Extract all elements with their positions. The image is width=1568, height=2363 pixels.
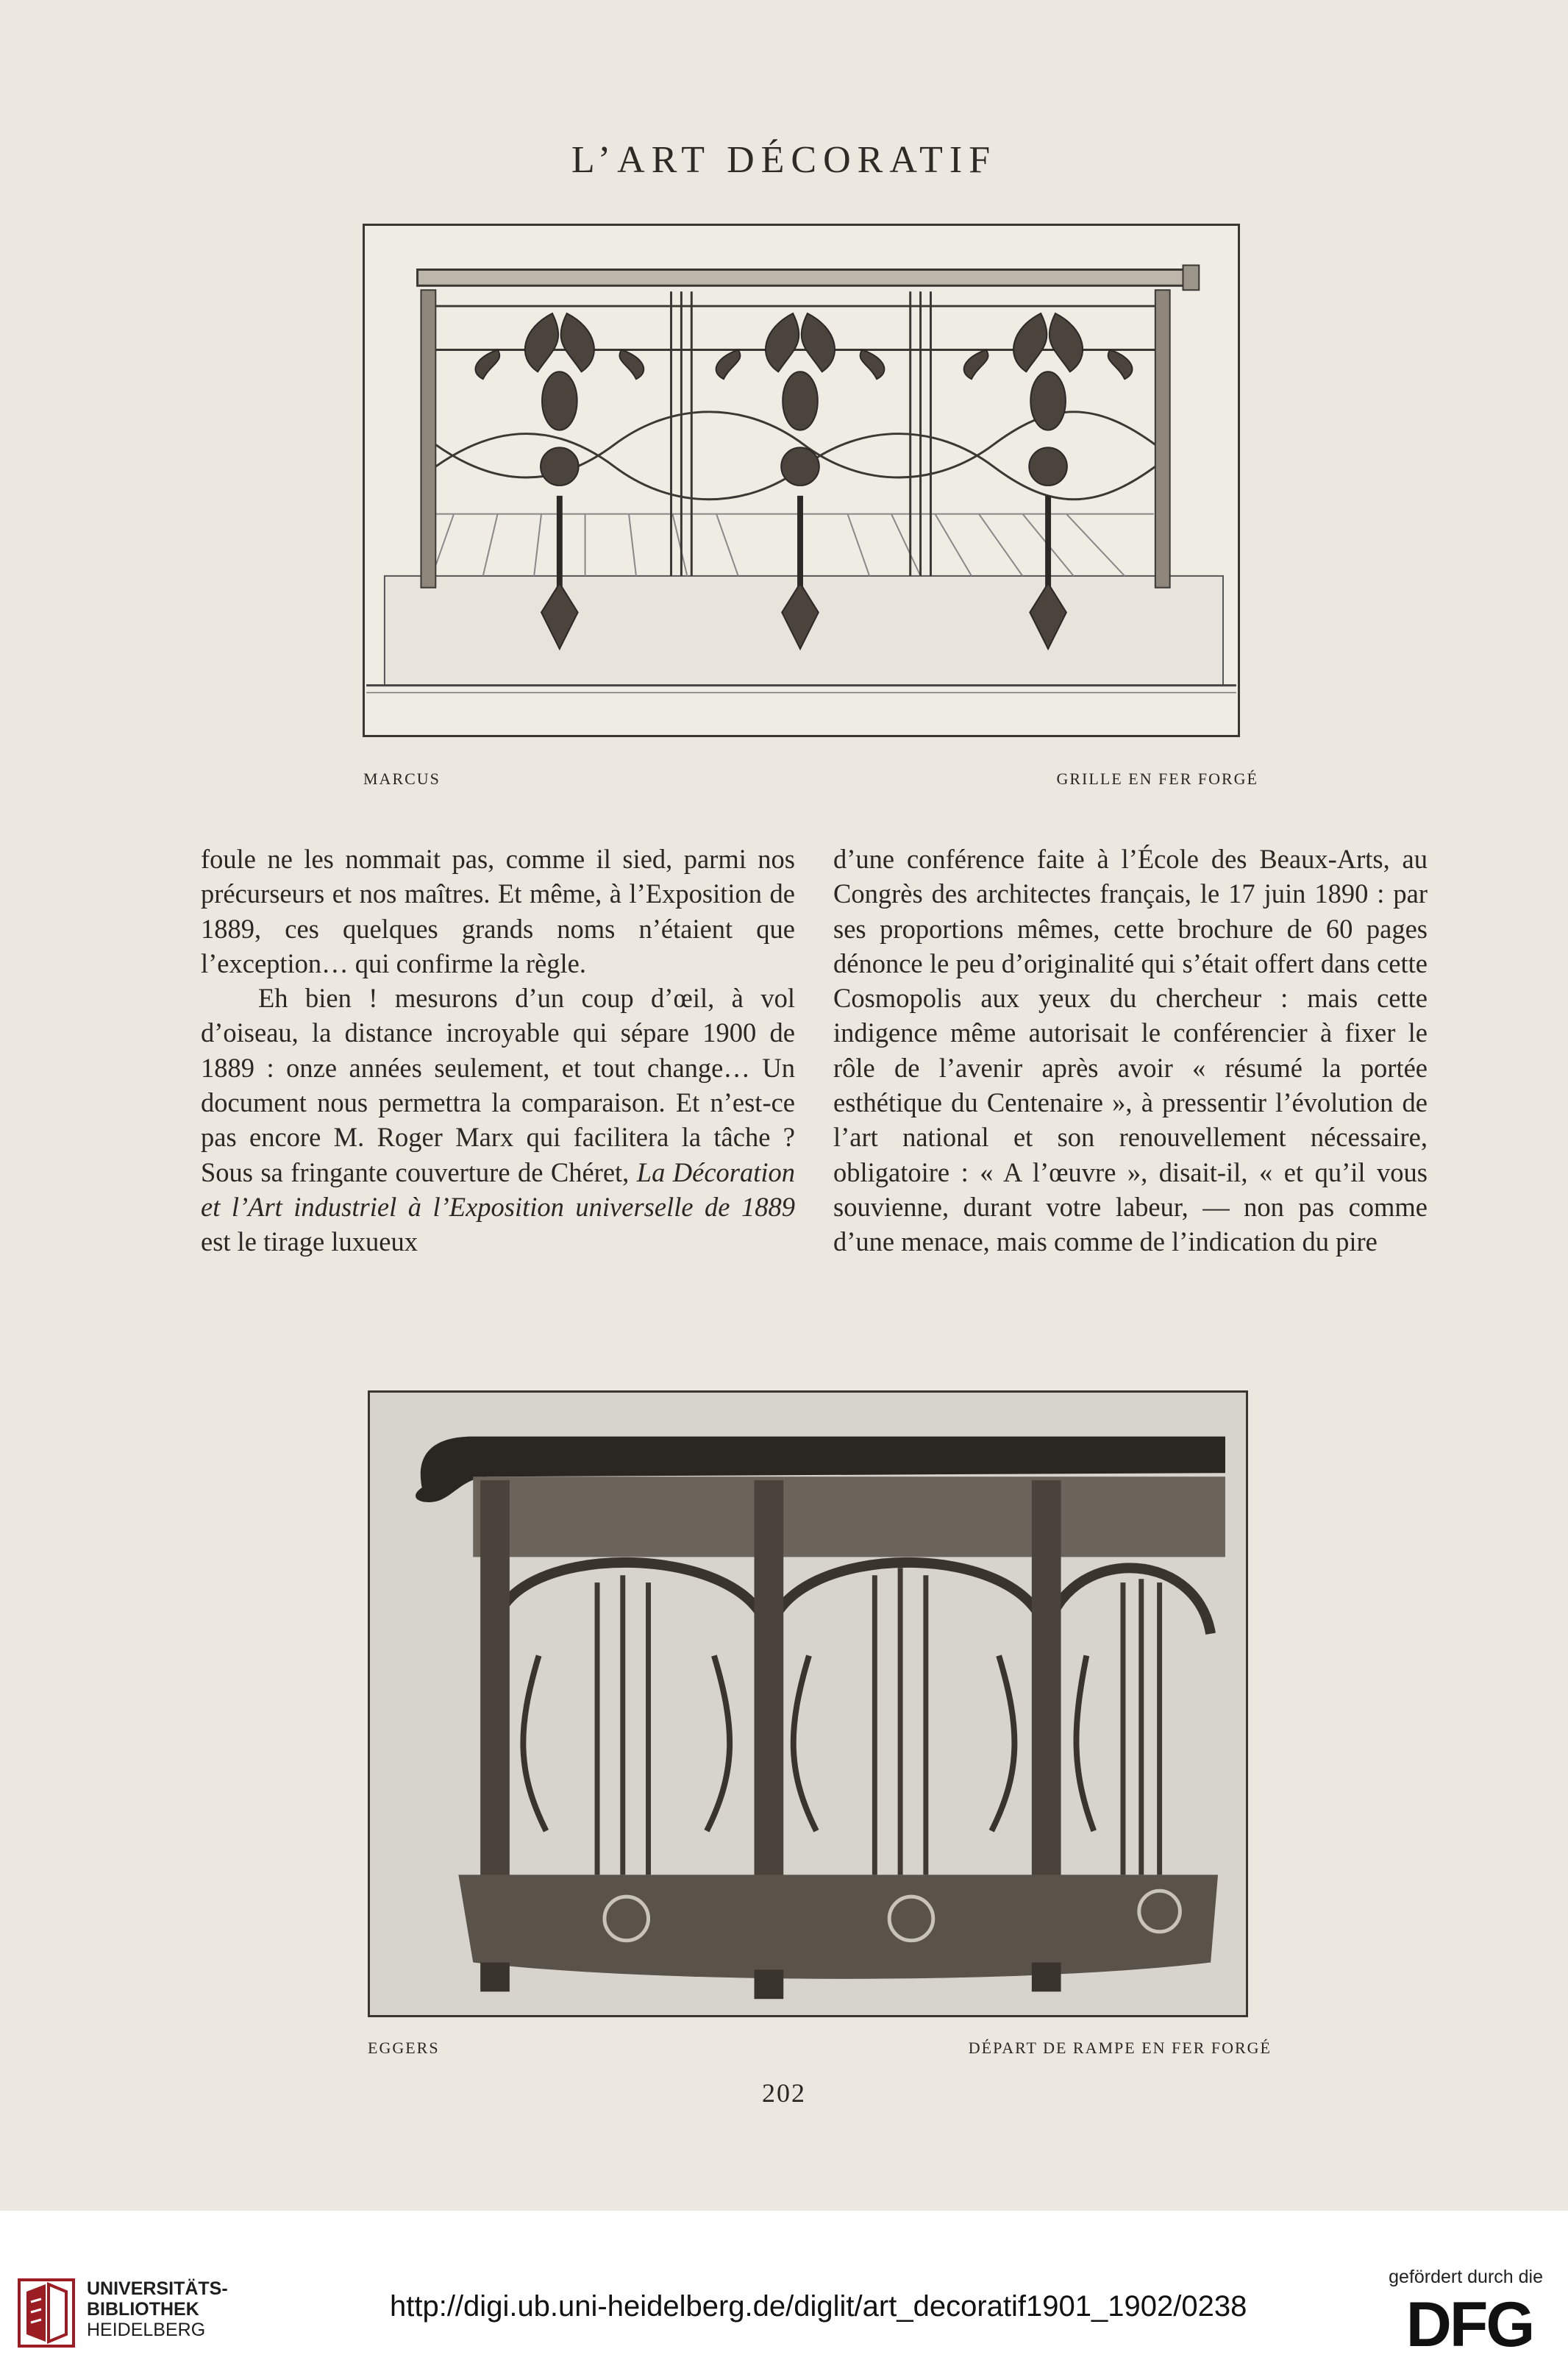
library-name-line2: BIBLIOTHEK bbox=[87, 2299, 199, 2320]
book-title: La Décoration et l’Art industriel à l’Exposition universelle de 1889 bbox=[201, 1156, 796, 1222]
library-name-line1: UNIVERSITÄTS- bbox=[87, 2278, 228, 2299]
railing-illustration bbox=[363, 224, 1240, 737]
left-paragraph-1: foule ne les nommait pas, comme il sied, parmi nos précurseurs et nos maîtres. Et même, à l’Exposition de 1889, ces quelques grands noms n’étaient que l’exception… qui confirme la règle. bbox=[201, 844, 795, 978]
railing-drawing bbox=[365, 226, 1238, 735]
figure1-caption: GRILLE EN FER FORGÉ bbox=[1056, 770, 1258, 788]
right-paragraph-1: d’une conférence faite à l’École des Beaux-Arts, au Congrès des architectes français, le 17 juin 1890 : par ses proportions mêmes, cette brochure de 60 pages dénonce le peu d’originalité qui s’était offert dans cette Cosmopolis aux yeux du chercheur : mais cette indigence même autorisait le conférencier à fixer le rôle de l’avenir après avoir « résumé la portée esthétique du Centenaire », à pressentir l’évolution de l’art national et son renouvellement nécessaire, obligatoire : « A l’œuvre », disait-il, « et qu’il vous souvienne, durant votre labeur, — non pas comme d’une menace, mais comme de l’indication du pire bbox=[833, 844, 1428, 1257]
staircase-railing-photo bbox=[368, 1390, 1248, 2017]
figure2-artist: EGGERS bbox=[368, 2039, 440, 2057]
permalink-url[interactable]: http://digi.ub.uni-heidelberg.de/diglit/art_decoratif1901_1902/0238 bbox=[390, 2290, 1247, 2323]
left-paragraph-2-text: Eh bien ! mesurons d’un coup d’œil, à vol d’oiseau, la distance incroyable qui sépare 1900 de 1889 : onze années seulement, et tout change… Un document nous permettra la comparaison. Et n’est-ce pas encore M. Roger Marx qui facilitera la tâche ? Sous sa fringante couverture de Chéret, bbox=[201, 983, 795, 1187]
text-column-right bbox=[833, 842, 1428, 1259]
library-name bbox=[87, 2278, 228, 2340]
digitization-footer bbox=[0, 2211, 1568, 2363]
dfg-logo-icon bbox=[1396, 2292, 1543, 2353]
left-paragraph-2-end: est le tirage luxueux bbox=[201, 1226, 418, 1257]
library-logo-icon bbox=[16, 2277, 76, 2349]
funding-note: gefördert durch die bbox=[1389, 2267, 1543, 2287]
staircase-railing-drawing bbox=[370, 1393, 1246, 2015]
figure2-caption: DÉPART DE RAMPE EN FER FORGÉ bbox=[968, 2039, 1272, 2057]
dfg-logo-text: DFG bbox=[1405, 2292, 1533, 2353]
library-name-line3: HEIDELBERG bbox=[87, 2320, 206, 2340]
text-column-left bbox=[201, 842, 795, 1259]
page-number: 202 bbox=[762, 2078, 806, 2108]
left-paragraph-2 bbox=[201, 981, 795, 1259]
figure1-artist: MARCUS bbox=[363, 770, 441, 788]
running-head: L’ART DÉCORATIF bbox=[571, 139, 997, 181]
